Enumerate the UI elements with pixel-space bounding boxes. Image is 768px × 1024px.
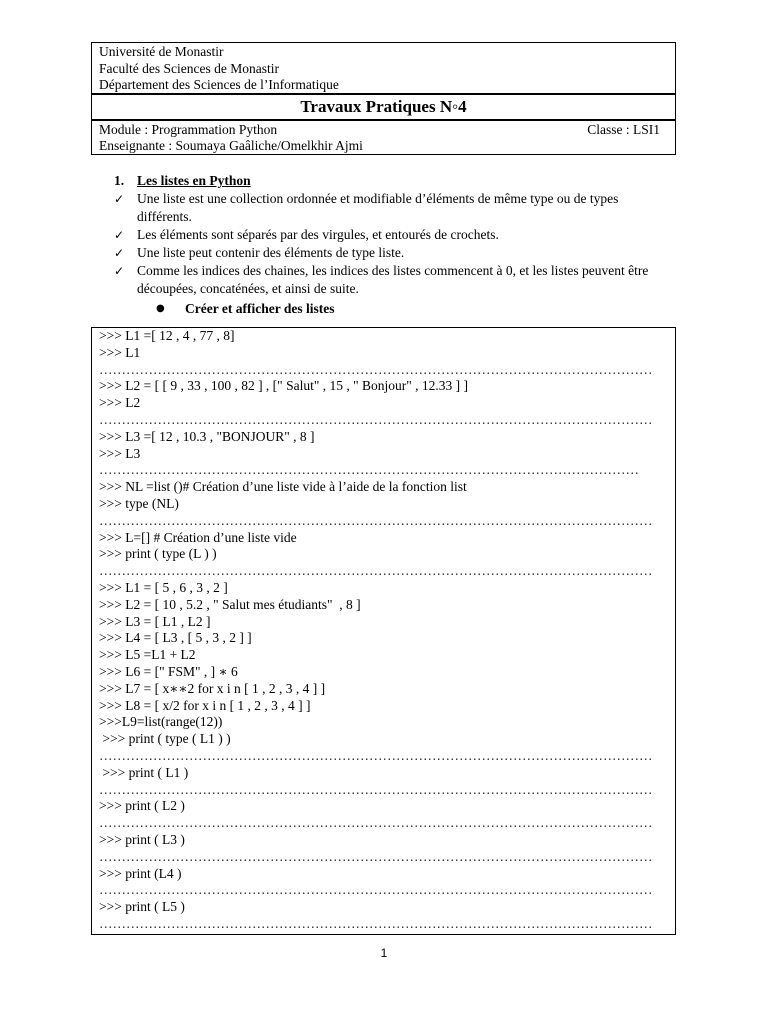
code-line: >>> L4 = [ L3 , [ 5 , 3 , 2 ] ] bbox=[99, 630, 252, 646]
code-line: >>> print ( L3 ) bbox=[99, 831, 185, 847]
class-label: Classe : LSI1 bbox=[587, 122, 660, 137]
code-line: >>> L6 = [" FSM" , ] ∗ 6 bbox=[99, 663, 238, 679]
checkmark-icon: ✓ bbox=[114, 228, 125, 242]
answer-dotted-line: …………………………………………………………………………………………………………… bbox=[99, 411, 653, 427]
list-item: ✓ Une liste peut contenir des éléments de type liste. bbox=[114, 245, 405, 260]
code-line: >>> print ( L1 ) bbox=[99, 764, 189, 780]
answer-dotted-line: …………………………………………………………………………………………………………… bbox=[99, 512, 653, 528]
code-line: >>> type (NL) bbox=[99, 495, 179, 511]
university-name: Université de Monastir bbox=[99, 44, 224, 59]
faculty-name: Faculté des Sciences de Monastir bbox=[99, 60, 279, 76]
code-line: >>> NL =list ()# Création d’une liste vide à l’aide de la fonction list bbox=[99, 479, 467, 495]
checkmark-icon: ✓ bbox=[114, 192, 125, 206]
code-line: >>> L3 = [ L1 , L2 ] bbox=[99, 613, 211, 629]
bullet-dot-icon: ● bbox=[156, 303, 165, 314]
answer-dotted-line: …………………………………………………………………………………………………………… bbox=[99, 781, 653, 797]
code-line: >>> L3 bbox=[99, 445, 141, 461]
answer-dotted-line: …………………………………………………………………………………………………………… bbox=[99, 563, 653, 579]
code-line: >>> L1 bbox=[99, 344, 141, 360]
section-number: 1. bbox=[114, 173, 125, 188]
answer-dotted-line: …………………………………………………………………………………………………………… bbox=[99, 882, 653, 898]
header-box bbox=[91, 42, 676, 155]
code-line: >>> L3 =[ 12 , 10.3 , "BONJOUR" , 8 ] bbox=[99, 428, 315, 444]
answer-dotted-line: …………………………………………………………………………………………………………… bbox=[99, 361, 653, 377]
page-number: 1 bbox=[380, 946, 388, 960]
code-line: >>> L2 = [ [ 9 , 33 , 100 , 82 ] , [" Salut" , 15 , " Bonjour" , 12.33 ] ] bbox=[99, 378, 468, 394]
department-name: Département des Sciences de l’Informatique bbox=[99, 77, 339, 92]
code-line: >>> L2 = [ 10 , 5.2 , " Salut mes étudiants" , 8 ] bbox=[99, 596, 361, 612]
course-info bbox=[92, 121, 675, 154]
code-line: >>> print ( L5 ) bbox=[99, 899, 185, 915]
answer-dotted-line: …………………………………………………………………………………………………………… bbox=[99, 747, 653, 763]
module-label: Module : Programmation Python bbox=[99, 122, 278, 137]
answer-dotted-line: …………………………………………………………………………………………………………… bbox=[99, 915, 653, 931]
section-title bbox=[114, 172, 251, 190]
checkmark-icon: ✓ bbox=[114, 246, 125, 260]
code-line: >>> L=[] # Création d’une liste vide bbox=[99, 529, 297, 545]
code-line: >>>L9=list(range(12)) bbox=[99, 714, 223, 730]
code-box bbox=[91, 327, 676, 935]
teacher-label: Enseignante : Soumaya Gaâliche/Omelkhir Ajmi bbox=[99, 138, 363, 153]
code-line: >>> L5 =L1 + L2 bbox=[99, 647, 196, 663]
code-line: >>> print ( type ( L1 ) ) bbox=[99, 731, 231, 747]
code-line: >>> print ( type (L ) ) bbox=[99, 546, 217, 562]
code-line: >>> L7 = [ x∗∗2 for x i n [ 1 , 2 , 3 , 4 ] ] bbox=[99, 680, 326, 696]
answer-dotted-line: …………………………………………………………………………………………………………… bbox=[99, 815, 653, 831]
code-line: >>> print (L4 ) bbox=[99, 865, 182, 881]
code-line: >>> print ( L2 ) bbox=[99, 798, 185, 814]
checkmark-icon: ✓ bbox=[114, 264, 125, 278]
answer-dotted-line: ………………………………………………………………………………………………………… bbox=[99, 462, 639, 478]
list-item: ✓ Les éléments sont séparés par des virgules, et entourés de crochets. bbox=[114, 227, 499, 242]
code-line: >>> L1 = [ 5 , 6 , 3 , 2 ] bbox=[99, 579, 228, 595]
document-title: Travaux Pratiques N◦4 bbox=[92, 95, 675, 121]
code-line: >>> L2 bbox=[99, 395, 141, 411]
list-item: ✓ Une liste est une collection ordonnée et modifiable d’éléments de même type ou de types différents. bbox=[114, 191, 619, 224]
code-line: >>> L8 = [ x/2 for x i n [ 1 , 2 , 3 , 4 ] ] bbox=[99, 697, 311, 713]
subheading: ● Créer et afficher des listes bbox=[156, 301, 335, 316]
code-line: >>> L1 =[ 12 , 4 , 77 , 8] bbox=[99, 328, 235, 343]
list-item: ✓ Comme les indices des chaines, les indices des listes commencent à 0, et les listes peuvent être découpées, concaténées, et ainsi de suite. bbox=[114, 263, 649, 296]
answer-dotted-line: …………………………………………………………………………………………………………… bbox=[99, 848, 653, 864]
section-title-text: Les listes en Python bbox=[137, 173, 251, 188]
institution-block bbox=[92, 43, 675, 95]
bullet-list bbox=[114, 190, 674, 298]
